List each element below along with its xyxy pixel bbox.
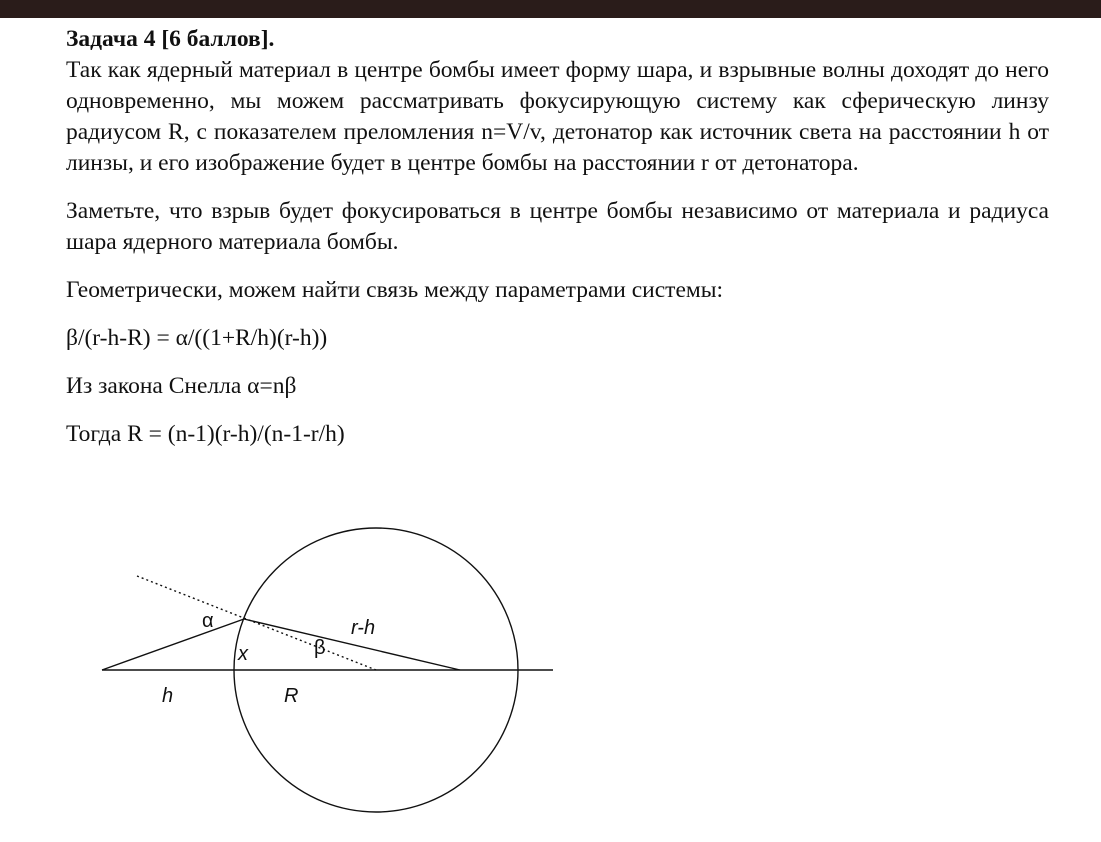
- label-h: h: [162, 685, 174, 707]
- paragraph-note: Заметьте, что взрыв будет фокусироваться в центре бомбы независимо от материала и радиуса шара ядерного материала бомбы.: [66, 198, 1049, 255]
- paragraph-intro: Так как ядерный материал в центре бомбы имеет форму шара, и взрывные волны доходят до него одновременно, мы можем рассматривать фокусирующую систему как сферическую линзу радиусом R, с показателем преломления n=V/v, детонатор как источник света на расстоянии h от линзы, и его изображение будет в центре бомбы на расстоянии r от детонатора.: [66, 57, 1049, 176]
- lens-diagram: [0, 500, 1101, 842]
- paragraph-geometry: Геометрически, можем найти связь между параметрами системы:: [66, 277, 724, 303]
- formula-beta-alpha: β/(r-h-R) = α/((1+R/h)(r-h)): [66, 325, 328, 351]
- label-x: x: [238, 643, 248, 665]
- incident-ray: [102, 619, 244, 670]
- label-r-minus-h: r-h: [351, 617, 376, 639]
- task-title: Задача 4 [6 баллов].: [66, 26, 275, 52]
- formula-snell: Из закона Снелла α=nβ: [66, 373, 297, 399]
- formula-radius: Тогда R = (n-1)(r-h)/(n-1-r/h): [66, 421, 345, 447]
- label-beta: β: [314, 637, 326, 659]
- label-R: R: [284, 685, 299, 707]
- top-dark-bar: [0, 0, 1101, 18]
- label-alpha: α: [202, 610, 214, 632]
- document-body: [66, 24, 1049, 450]
- normal-line: [137, 576, 376, 670]
